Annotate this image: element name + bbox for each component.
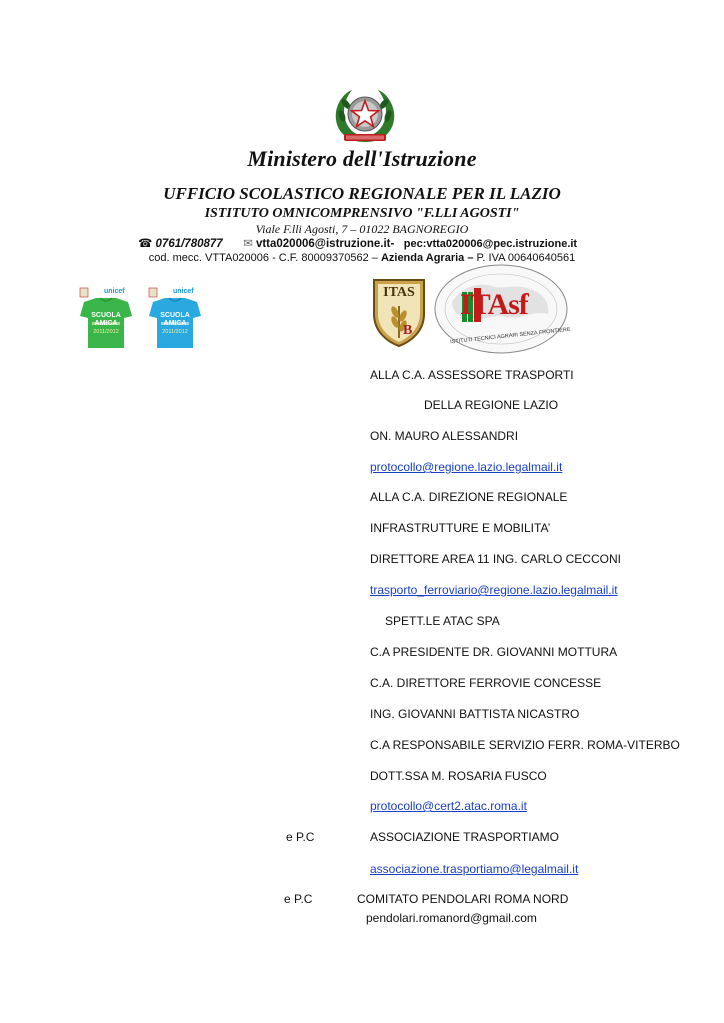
svg-text:B: B xyxy=(403,323,413,338)
pc-label: e P.C xyxy=(286,830,315,844)
recipient-line: DELLA REGIONE LAZIO xyxy=(424,398,559,412)
scuola-amica-text: SCUOLA AMICA xyxy=(160,312,190,327)
pc-recipient-name: COMITATO PENDOLARI ROMA NORD xyxy=(357,892,569,906)
institute-name: ISTITUTO OMNICOMPRENSIVO "F.LLI AGOSTI" xyxy=(204,206,520,221)
recipient-line: ON. MAURO ALESSANDRI xyxy=(370,429,519,443)
recipient-line: INFRASTRUTTURE E MOBILITA’ xyxy=(370,521,551,535)
recipient-line: C.A RESPONSABILE SERVIZIO FERR. ROMA-VITERBO xyxy=(370,738,680,752)
itasf-ring-text: ISTITUTI TECNICI AGRARI SENZA FRONTIERE xyxy=(449,326,571,346)
recipient-line: ALLA C.A. ASSESSORE TRASPORTI xyxy=(370,368,574,382)
year-text: 2011/2012 xyxy=(93,329,119,335)
unicef-label: unicef xyxy=(104,288,125,295)
pec-address: pec:vtta020006@pec.istruzione.it xyxy=(403,238,578,250)
pc-recipient-email-link[interactable]: associazione.trasportiamo@legalmail.it xyxy=(370,862,579,876)
piva-text: P. IVA 00640640561 xyxy=(473,252,576,264)
recipient-line: C.A PRESIDENTE DR. GIOVANNI MOTTURA xyxy=(370,645,618,659)
recipient-line: ING. GIOVANNI BATTISTA NICASTRO xyxy=(370,707,580,721)
codes-text: cod. mecc. VTTA020006 - C.F. 80009370562 – xyxy=(148,252,381,264)
republic-emblem-icon xyxy=(330,86,400,148)
recipient-line: C.A. DIRETTORE FERROVIE CONCESSE xyxy=(370,676,602,690)
phone-number: 0761/780877 xyxy=(155,238,223,250)
year-text: 2011/2012 xyxy=(162,329,188,335)
ministry-title: Ministero dell'Istruzione xyxy=(247,146,477,171)
recipient-line: DOTT.SSA M. ROSARIA FUSCO xyxy=(370,769,547,783)
azienda-agraria: Azienda Agraria – xyxy=(380,252,474,264)
phone-icon: ☎ xyxy=(138,238,153,250)
scuola-amica-logo-blue xyxy=(145,286,205,352)
itasf-logo xyxy=(432,262,570,356)
scuola-amica-logo-green xyxy=(76,286,136,352)
recipient-email-link[interactable]: protocollo@cert2.atac.roma.it xyxy=(370,799,527,813)
institute-address: Viale F.lli Agosti, 7 – 01022 BAGNOREGIO xyxy=(255,222,469,236)
recipient-line: DIRETTORE AREA 11 ING. CARLO CECCONI xyxy=(370,552,621,566)
recipient-line: SPETT.LE ATAC SPA xyxy=(385,614,500,628)
scuola-amica-text: SCUOLA AMICA xyxy=(91,312,121,327)
recipient-email-link[interactable]: trasporto_ferroviario@regione.lazio.legalmail.it xyxy=(370,583,618,597)
itas-text: ITAS xyxy=(383,285,415,300)
envelope-icon: ✉ xyxy=(243,238,253,250)
pc-recipient-email: pendolari.romanord@gmail.com xyxy=(366,911,537,925)
itasf-text: ITAsf xyxy=(460,288,528,321)
regional-office: UFFICIO SCOLASTICO REGIONALE PER IL LAZIO xyxy=(163,184,561,203)
fiscal-codes xyxy=(0,252,724,264)
email-address: vtta020006@istruzione.it- xyxy=(255,238,395,250)
unicef-label: unicef xyxy=(173,288,194,295)
itas-shield-logo xyxy=(370,276,428,348)
pc-label: e P.C xyxy=(284,892,313,906)
contact-line xyxy=(138,236,577,250)
recipient-line: ALLA C.A. DIREZIONE REGIONALE xyxy=(370,490,568,504)
recipient-email-link[interactable]: protocollo@regione.lazio.legalmail.it xyxy=(370,460,563,474)
pc-recipient-name: ASSOCIAZIONE TRASPORTIAMO xyxy=(370,830,559,844)
